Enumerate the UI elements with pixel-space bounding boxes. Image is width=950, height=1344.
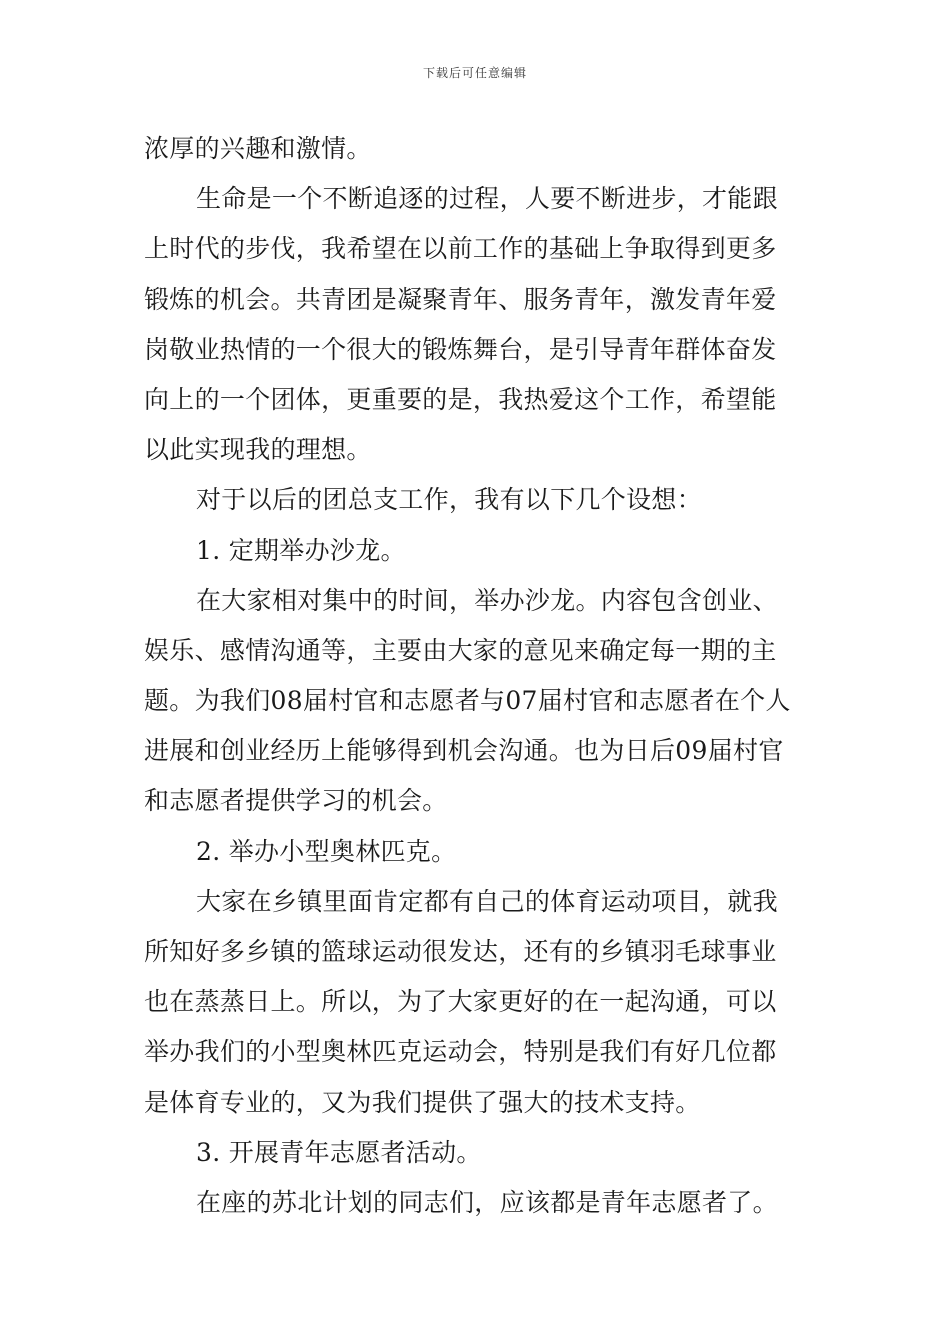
text-line: 对于以后的团总支工作，我有以下几个设想：: [196, 485, 703, 515]
text-line: 举办我们的小型奥林匹克运动会，特别是我们有好几位都: [144, 1037, 777, 1067]
text-line: 生命是一个不断追逐的过程，人要不断进步，才能跟: [196, 184, 778, 214]
text-line: 所知好多乡镇的篮球运动很发达，还有的乡镇羽毛球事业: [144, 937, 777, 966]
text-line: 在大家相对集中的时间，举办沙龙。内容包含创业、: [196, 585, 778, 615]
text-line: 和志愿者提供学习的机会。: [144, 786, 448, 816]
text-line: 进展和创业经历上能够得到机会沟通。也为日后09届村官: [144, 736, 784, 766]
text-line: 2. 举办小型奥林匹克。: [196, 836, 457, 866]
text-line: 是体育专业的，又为我们提供了强大的技术支持。: [144, 1087, 701, 1117]
text-line: 题。为我们08届村官和志愿者与07届村官和志愿者在个人: [144, 686, 791, 716]
text-line: 1. 定期举办沙龙。: [196, 535, 406, 565]
text-line: 上时代的步伐，我希望在以前工作的基础上争取得到更多: [144, 234, 777, 264]
text-line: 向上的一个团体，更重要的是，我热爱这个工作，希望能: [144, 384, 777, 414]
text-line: 浓厚的兴趣和激情。: [144, 134, 372, 163]
text-line: 以此实现我的理想。: [144, 435, 372, 465]
text-line: 娱乐、感情沟通等，主要由大家的意见来确定每一期的主: [144, 635, 777, 665]
text-line: 大家在乡镇里面肯定都有自己的体育运动项目，就我: [196, 886, 778, 916]
text-line: 也在蒸蒸日上。所以，为了大家更好的在一起沟通，可以: [144, 987, 777, 1017]
text-line: 锻炼的机会。共青团是凝聚青年、服务青年，激发青年爱: [144, 284, 777, 314]
text-line: 在座的苏北计划的同志们，应该都是青年志愿者了。: [196, 1187, 778, 1217]
text-line: 3. 开展青年志愿者活动。: [196, 1137, 482, 1167]
body-text: [144, 124, 808, 1228]
page-header: 下载后可任意编辑: [422, 66, 527, 80]
text-line: 岗敬业热情的一个很大的锻炼舞台，是引导青年群体奋发: [144, 334, 777, 364]
